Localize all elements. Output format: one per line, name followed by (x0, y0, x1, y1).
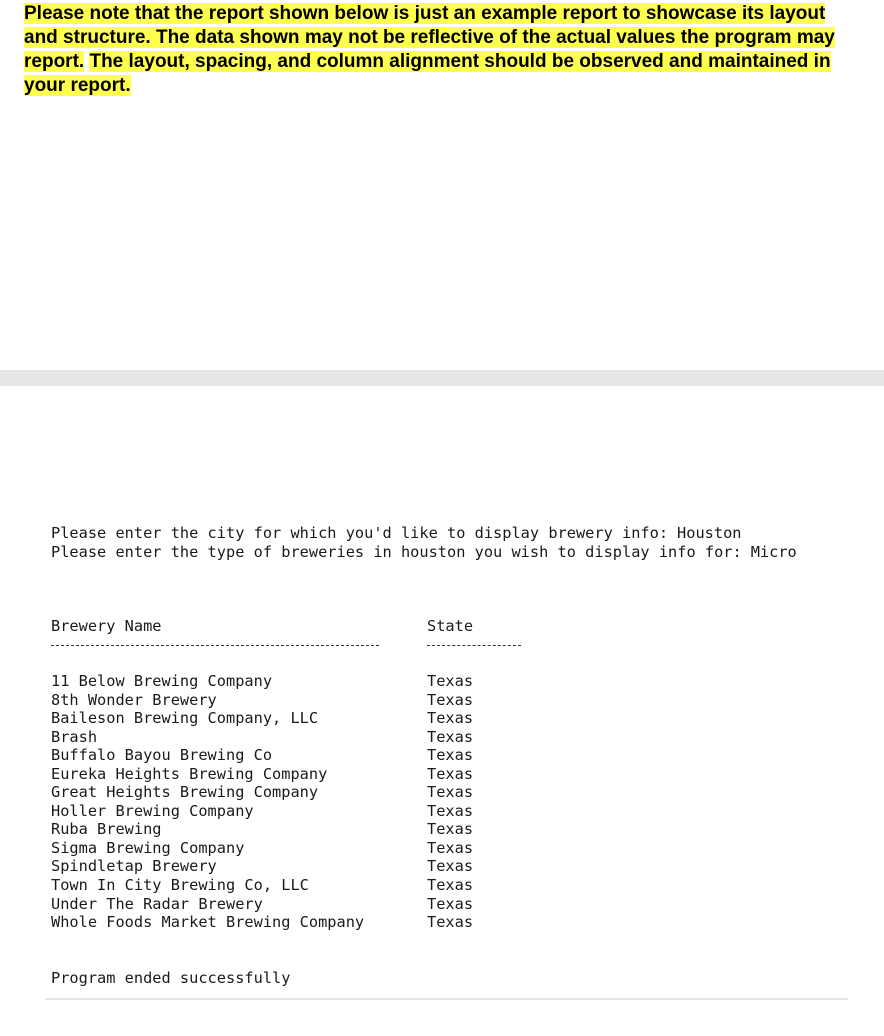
table-row (0, 765, 884, 784)
table-row (0, 691, 884, 710)
brewery-name: Spindletap Brewery (51, 857, 217, 876)
brewery-name: Buffalo Bayou Brewing Co (51, 746, 273, 765)
type-prompt-line (51, 542, 797, 562)
city-prompt: Please enter the city for which you'd like to display brewery info: (51, 524, 669, 542)
brewery-state: Texas (427, 690, 474, 709)
table-row (0, 876, 884, 895)
table-row (0, 746, 884, 765)
brewery-state: Texas (427, 801, 474, 820)
city-prompt-line (51, 523, 742, 543)
section-divider (0, 370, 884, 386)
brewery-state: Texas (427, 894, 474, 913)
brewery-name: Whole Foods Market Brewing Company (51, 913, 365, 932)
name-column-underline (51, 645, 379, 646)
table-row (0, 839, 884, 858)
type-answer: Micro (750, 543, 797, 561)
brewery-state: Texas (427, 820, 474, 839)
type-prompt: Please enter the type of breweries in houston you wish to display info for: (51, 543, 742, 561)
brewery-name-header: Brewery Name (51, 617, 162, 635)
brewery-state: Texas (427, 764, 474, 783)
brewery-name: Brash (51, 727, 98, 746)
table-row (0, 820, 884, 839)
brewery-state: Texas (427, 857, 474, 876)
table-row (0, 672, 884, 691)
note-text-part2: The layout, spacing, and column alignment should be observed and maintained in your report. (24, 51, 831, 96)
brewery-state: Texas (427, 727, 474, 746)
brewery-name: Ruba Brewing (51, 820, 162, 839)
brewery-state: Texas (427, 746, 474, 765)
layout-note (24, 2, 864, 98)
table-row (0, 895, 884, 914)
brewery-table (0, 672, 884, 932)
brewery-name: Town In City Brewing Co, LLC (51, 876, 309, 895)
city-answer: Houston (677, 524, 742, 542)
state-header: State (427, 617, 474, 635)
note-text-part1: Please note that the report shown below is just an example report to showcase its layout and structure. The data shown may not be reflective of the actual values the program may report. (24, 3, 835, 72)
table-row (0, 913, 884, 932)
brewery-state: Texas (427, 913, 474, 932)
table-row (0, 728, 884, 747)
state-column-underline (427, 645, 521, 646)
table-row (0, 783, 884, 802)
brewery-name: Great Heights Brewing Company (51, 783, 319, 802)
brewery-name: 11 Below Brewing Company (51, 672, 273, 690)
brewery-name: Eureka Heights Brewing Company (51, 764, 328, 783)
brewery-state: Texas (427, 709, 474, 728)
brewery-name: Under The Radar Brewery (51, 894, 263, 913)
brewery-state: Texas (427, 838, 474, 857)
brewery-state: Texas (427, 672, 474, 690)
brewery-name: Baileson Brewing Company, LLC (51, 709, 319, 728)
brewery-name: Sigma Brewing Company (51, 838, 245, 857)
table-row (0, 857, 884, 876)
table-row (0, 802, 884, 821)
program-status: Program ended successfully (51, 969, 291, 987)
brewery-state: Texas (427, 783, 474, 802)
brewery-state: Texas (427, 876, 474, 895)
bottom-divider (45, 998, 848, 1000)
table-row (0, 709, 884, 728)
brewery-name: 8th Wonder Brewery (51, 690, 217, 709)
brewery-name: Holler Brewing Company (51, 801, 254, 820)
